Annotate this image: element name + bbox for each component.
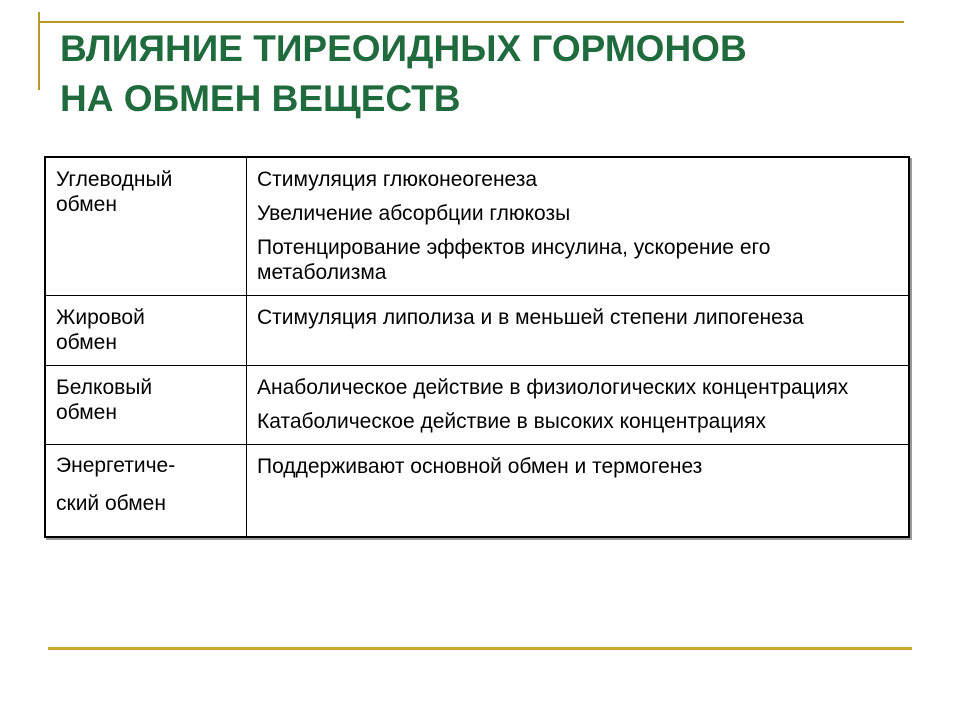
effect-item: Стимуляция глюконеогенеза [257,168,538,191]
table-row-energy [45,445,909,537]
category-cell [45,366,247,445]
metabolism-effects-table [44,156,910,538]
effects-cell [247,157,910,296]
effect-item: Катаболическое действие в высоких концентрациях [257,410,766,433]
effect-item: Поддерживают основной обмен и термогенез [257,455,703,478]
category-label: обмен [56,331,117,354]
effect-item: Стимуляция липолиза и в меньшей степени липогенеза [257,306,804,329]
slide-title [60,24,920,124]
effects-cell [247,445,910,537]
effect-item: Потенцирование эффектов инсулина, ускорение его метаболизма [257,236,771,284]
table-row-fat [45,296,909,366]
bottom-accent-rule [48,647,912,650]
effect-item: Анаболическое действие в физиологических концентрациях [257,376,849,399]
category-label: Жировой [56,306,145,329]
category-label: обмен [56,193,117,216]
effect-item: Увеличение абсорбции глюкозы [257,202,571,225]
category-cell [45,157,247,296]
category-label: обмен [56,401,117,424]
category-label: Белковый [56,376,153,399]
category-label: ский обмен [56,492,166,515]
table-row-carbohydrate [45,157,909,296]
table-row-protein [45,366,909,445]
slide-title-line-2: НА ОБМЕН ВЕЩЕСТВ [60,78,461,119]
top-accent-rule [38,21,904,23]
category-cell [45,445,247,537]
effects-cell [247,296,910,366]
slide-title-line-1: ВЛИЯНИЕ ТИРЕОИДНЫХ ГОРМОНОВ [60,28,747,69]
effects-cell [247,366,910,445]
category-label: Энергетиче- [56,454,176,477]
category-label: Углеводный [56,168,173,191]
category-cell [45,296,247,366]
left-accent-rule [38,12,40,90]
